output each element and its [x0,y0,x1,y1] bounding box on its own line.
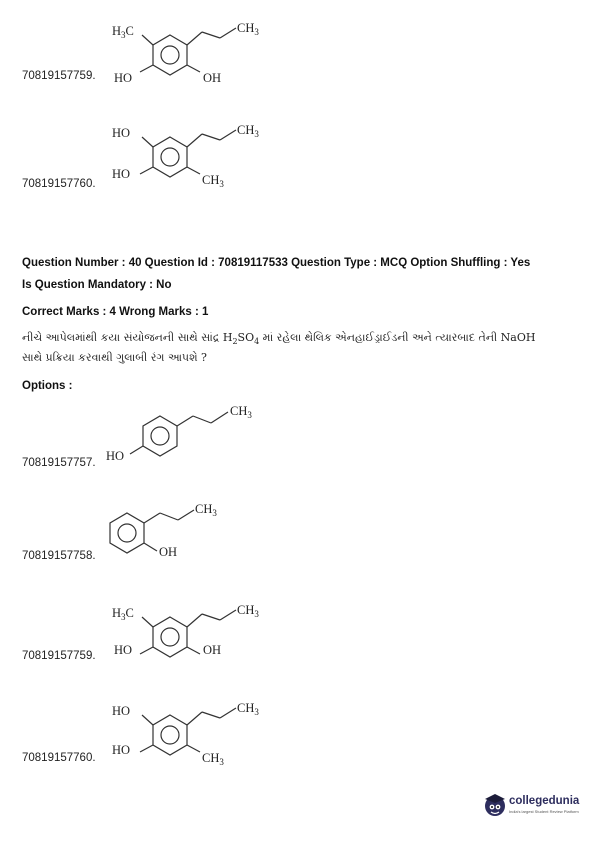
structure-option-758 [100,498,280,570]
prev-option-id: 70819157760. [22,178,96,190]
subscript: 4 [254,337,260,347]
collegedunia-logo [483,793,583,821]
svg-text:H3C: $H_3C$ [112,606,134,622]
options-label: Options : [22,380,73,392]
option-id: 70819157757. [22,457,96,469]
svg-text:HO: HO [114,643,133,657]
logo-wordmark: collegedunia [509,795,580,807]
svg-text:CH3: $CH_3$ [202,173,224,189]
structure-option-759 [100,592,280,672]
svg-text:CH3: $CH_3$ [230,404,252,420]
option-id: 70819157760. [22,752,96,764]
prev-option-id: 70819157759. [22,70,96,82]
svg-text:CH3: $CH_3$ [202,751,224,767]
question-text-part: નીચે આપેલમાંથી કયા સંયોજનની સાથે સાંદ્ર H [22,331,233,344]
svg-text:CH3: $CH_3$ [195,502,217,518]
structure-option-760 [100,690,280,770]
mascot-icon [483,793,507,819]
svg-text:OH: OH [203,71,222,85]
svg-text:OH: OH [159,545,178,559]
svg-text:HO: HO [106,449,125,463]
svg-text:HO: HO [114,71,133,85]
question-header: Question Number : 40 Question Id : 70819117533 Question Type : MCQ Option Shuffling : Yes [22,257,531,269]
svg-text:CH3: $CH_3$ [237,123,259,139]
question-marks: Correct Marks : 4 Wrong Marks : 1 [22,306,209,318]
structure-prev-759 [100,10,280,90]
question-text-part: SO [237,331,255,344]
logo-tagline: India's largest Student Review Platform [509,809,579,814]
subscript: 2 [232,337,238,347]
svg-text:CH3: $CH_3$ [237,603,259,619]
structure-option-757 [100,398,280,470]
svg-text:HO: HO [112,167,131,181]
question-text-line2: સાથે પ્રક્રિયા કરવાથી ગુલાબી રંગ આપશે ? [22,351,207,364]
svg-text:OH: OH [203,643,222,657]
svg-text:H3C: $H_3C$ [112,24,134,40]
svg-text:CH3: $CH_3$ [237,21,259,37]
svg-text:HO: HO [112,126,131,140]
option-id: 70819157759. [22,650,96,662]
option-id: 70819157758. [22,550,96,562]
svg-text:HO: HO [112,743,131,757]
svg-text:CH3: $CH_3$ [237,701,259,717]
question-text-part: માં રહેલા થેલિક એનહાઈડ્રાઈડની અને ત્યારબાદ તેની NaOH [259,331,536,344]
svg-text:HO: HO [112,704,131,718]
structure-prev-760 [100,112,280,192]
question-mandatory: Is Question Mandatory : No [22,279,172,291]
